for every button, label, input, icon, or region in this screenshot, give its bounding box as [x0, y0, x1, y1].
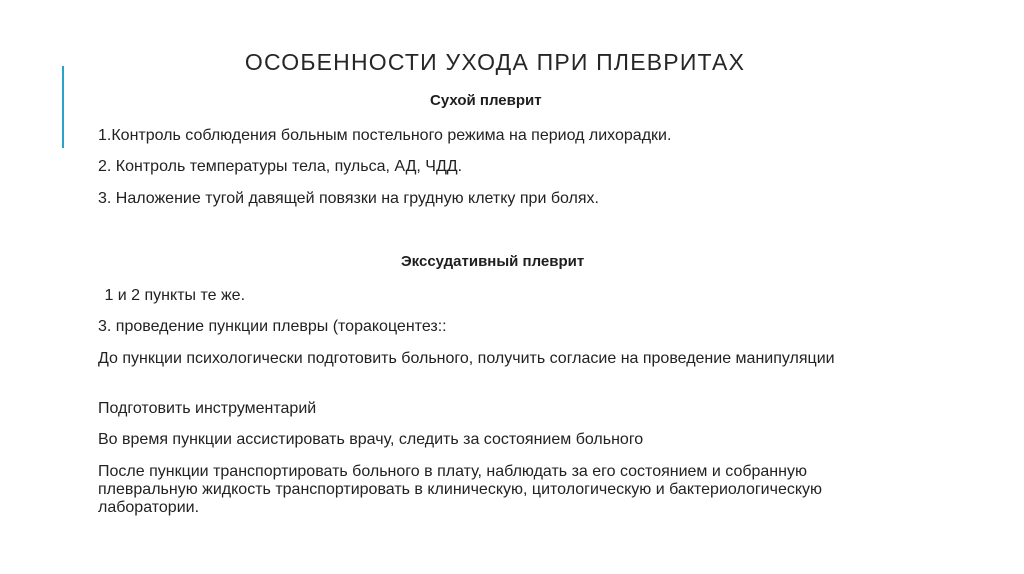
exudative-item-4: Подготовить инструментарий — [98, 400, 317, 417]
dry-item-3: 3. Наложение тугой давящей повязки на грудную клетку при болях. — [98, 190, 599, 207]
exudative-item-1: 1 и 2 пункты те же. — [100, 287, 246, 304]
exudative-item-5: Во время пункции ассистировать врачу, следить за состоянием больного — [98, 431, 644, 448]
exudative-item-6: После пункции транспортировать больного в плату, наблюдать за его состоянием и собранную плевральную жидкость транспортировать в клиническую, цитологическую и бактериологическую лаборатории. — [98, 463, 823, 516]
dry-item-1: 1.Контроль соблюдения больным постельного режима на период лихорадки. — [98, 127, 672, 144]
exudative-item-2: 3. проведение пункции плевры (торакоцентез:: — [98, 318, 447, 335]
exudative-pleurisy-heading: Экссудативный плеврит — [401, 253, 585, 270]
exudative-item-3: До пункции психологически подготовить больного, получить согласие на проведение манипуляции — [98, 350, 835, 367]
dry-pleurisy-heading: Сухой плеврит — [430, 92, 542, 109]
accent-bar — [62, 66, 64, 148]
slide-title: ОСОБЕННОСТИ УХОДА ПРИ ПЛЕВРИТАХ — [244, 49, 746, 75]
dry-item-2: 2. Контроль температуры тела, пульса, АД, ЧДД. — [98, 158, 463, 175]
